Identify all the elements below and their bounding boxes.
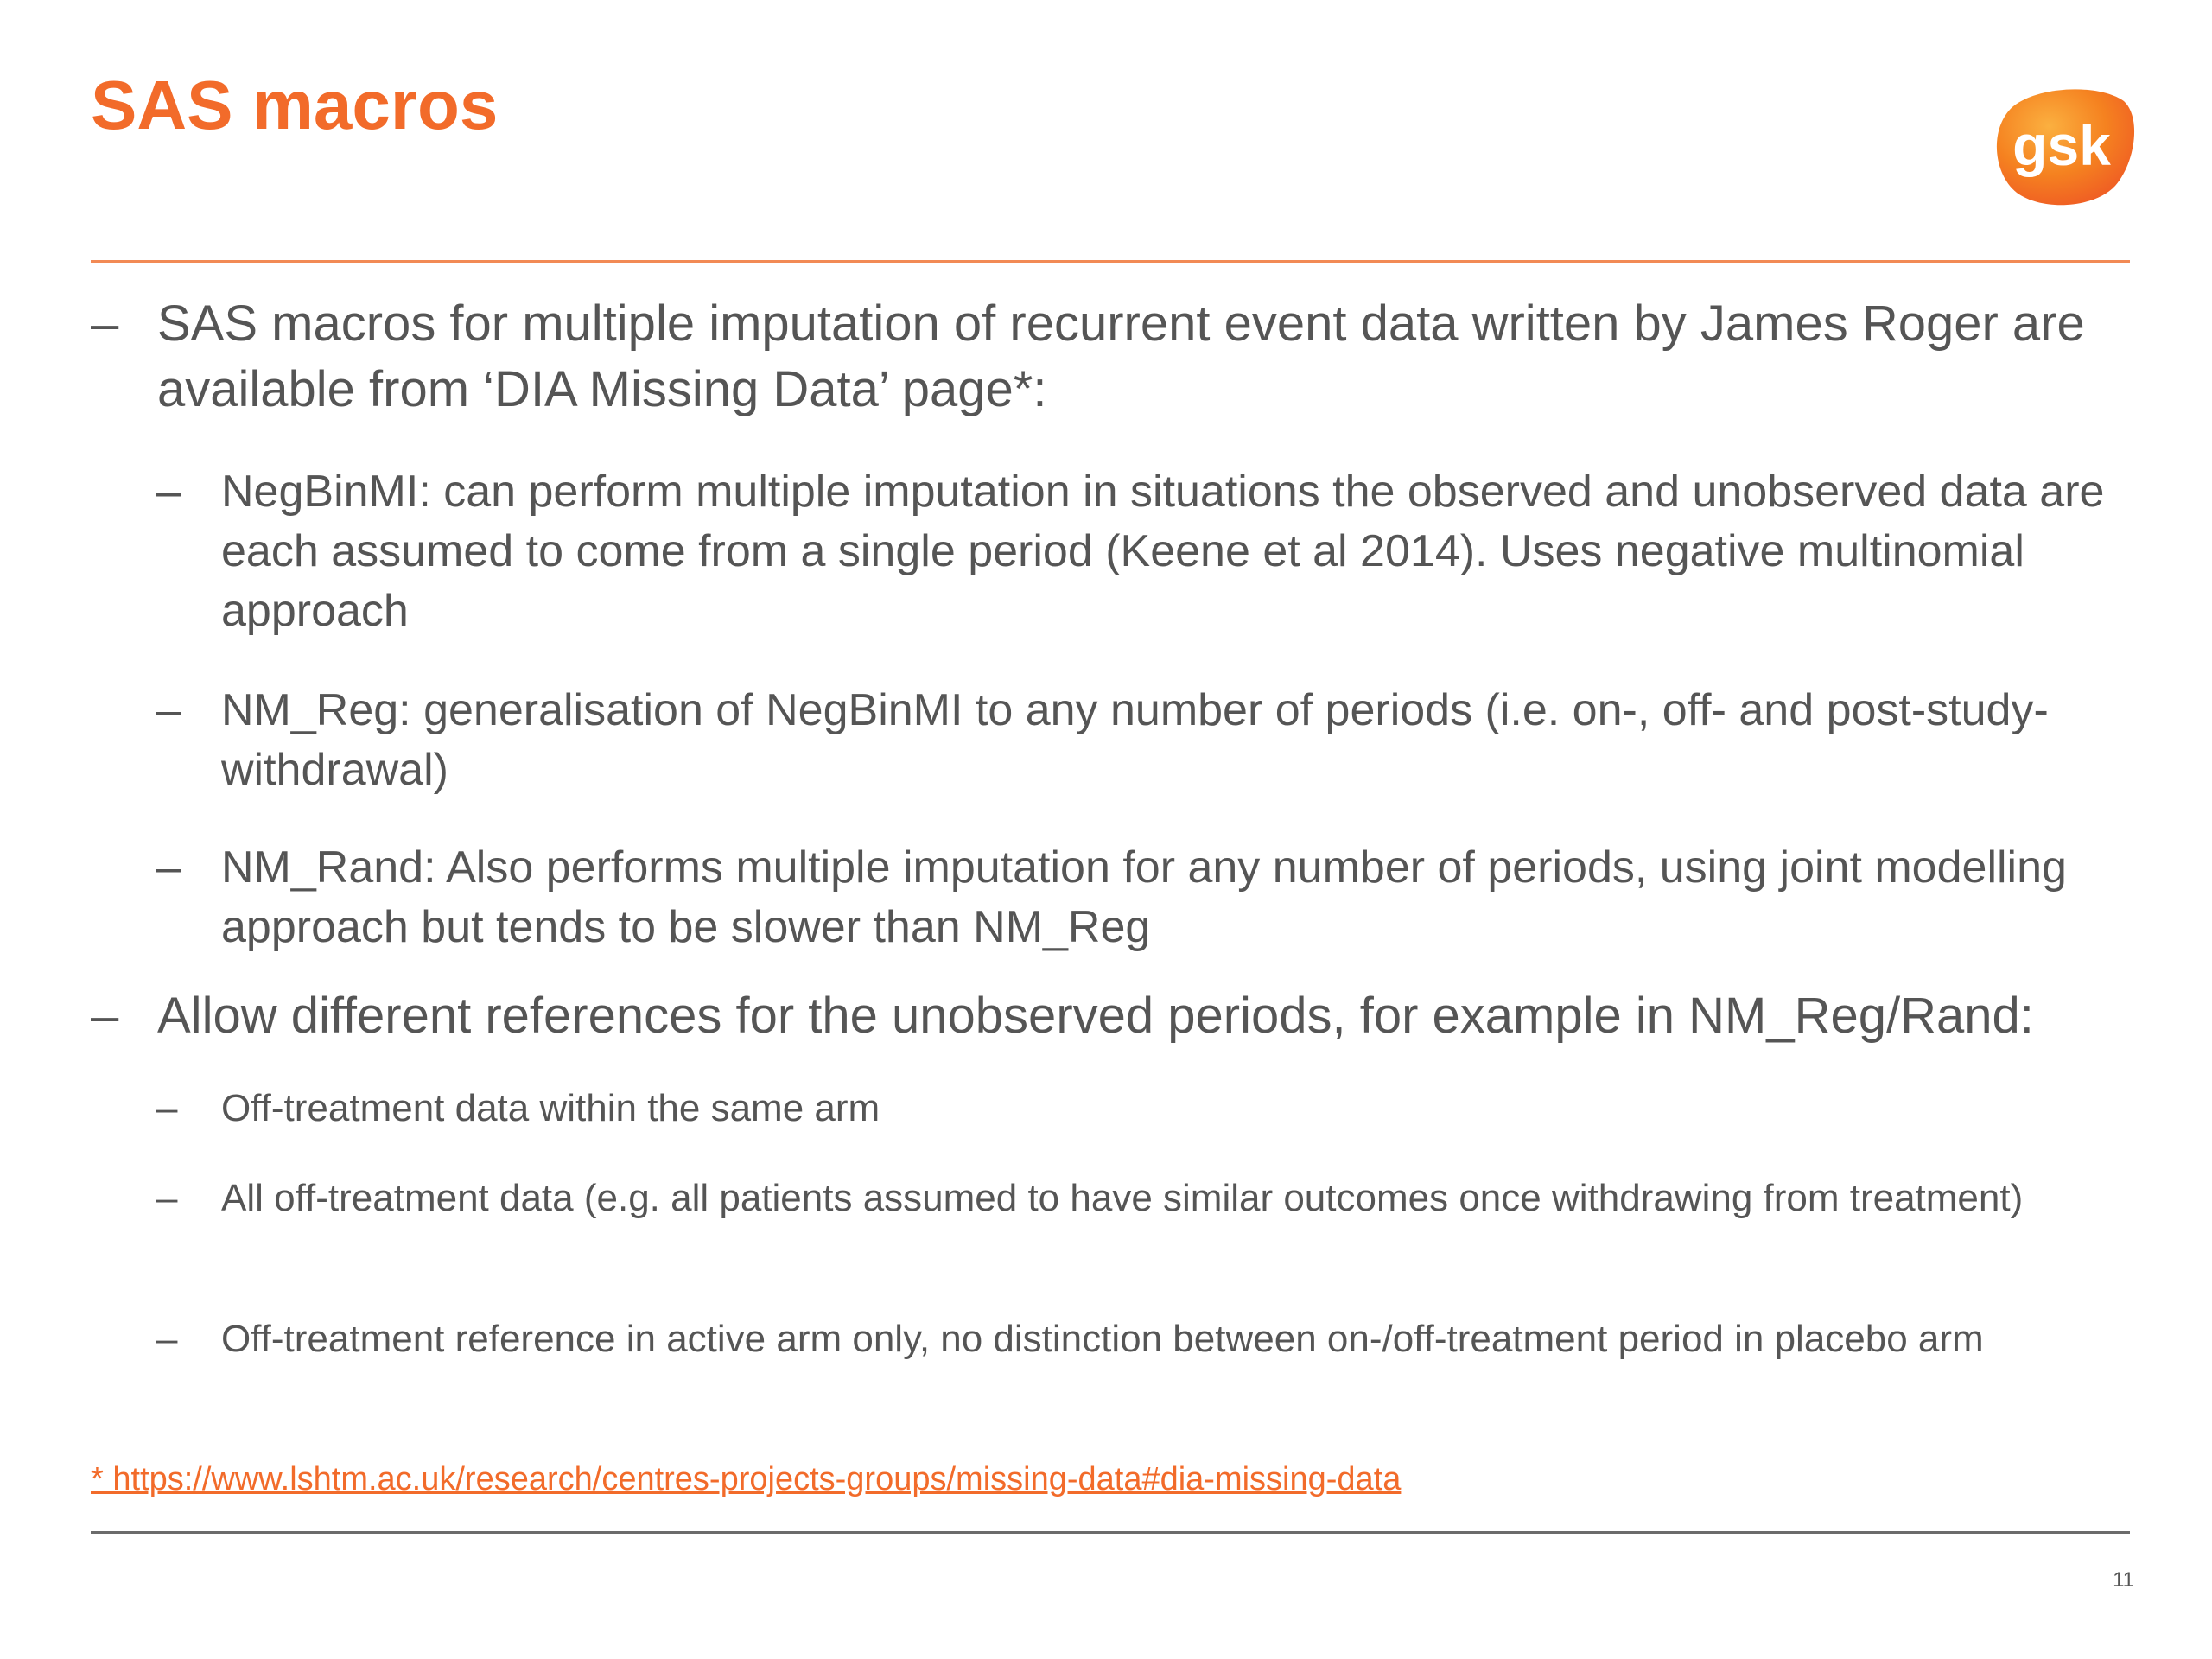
bullet-text: Allow different references for the unobserved periods, for example in NM_Reg/Rand: bbox=[157, 988, 2034, 1044]
footnote-link[interactable]: * https://www.lshtm.ac.uk/research/centres-projects-groups/missing-data#dia-missing-data bbox=[91, 1461, 1402, 1497]
sub-bullet-text: NM_Rand: Also performs multiple imputation for any number of periods, using joint modelling approach but tends to be slower than NM_Reg bbox=[221, 842, 2067, 952]
gsk-logo-wordmark: gsk bbox=[2012, 113, 2111, 177]
sub-bullet-text: Off-treatment data within the same arm bbox=[221, 1087, 880, 1129]
sub-bullet-text: All off-treatment data (e.g. all patients assumed to have similar outcomes once withdrawing from treatment) bbox=[221, 1177, 2024, 1219]
slide-title: SAS macros bbox=[91, 67, 499, 143]
bullet-dash: – bbox=[156, 842, 181, 893]
sub-bullet-text: NM_Reg: generalisation of NegBinMI to any number of periods (i.e. on-, off- and post-study-withdrawal) bbox=[221, 685, 2049, 795]
sub-bullet-text: NegBinMI: can perform multiple imputation in situations the observed and unobserved data are each assumed to come from a single period (Keene et al 2014). Uses negative multinomial approach bbox=[221, 467, 2105, 636]
bullet-dash: – bbox=[91, 988, 119, 1044]
bullet-dash: – bbox=[91, 296, 119, 352]
footer-divider bbox=[91, 1531, 2130, 1534]
bullet-dash: – bbox=[156, 685, 181, 735]
header-divider bbox=[91, 260, 2130, 263]
bullet-dash: – bbox=[156, 1318, 178, 1360]
page-number: 11 bbox=[2113, 1568, 2134, 1592]
bullet-dash: – bbox=[156, 1087, 178, 1129]
gsk-logo bbox=[1987, 82, 2139, 212]
bullet-dash: – bbox=[156, 467, 181, 517]
bullet-text: SAS macros for multiple imputation of recurrent event data written by James Roger are available from ‘DIA Missing Data’ page*: bbox=[157, 296, 2085, 417]
bullet-dash: – bbox=[156, 1177, 178, 1219]
sub-bullet-text: Off-treatment reference in active arm only, no distinction between on-/off-treatment period in placebo arm bbox=[221, 1318, 1984, 1360]
